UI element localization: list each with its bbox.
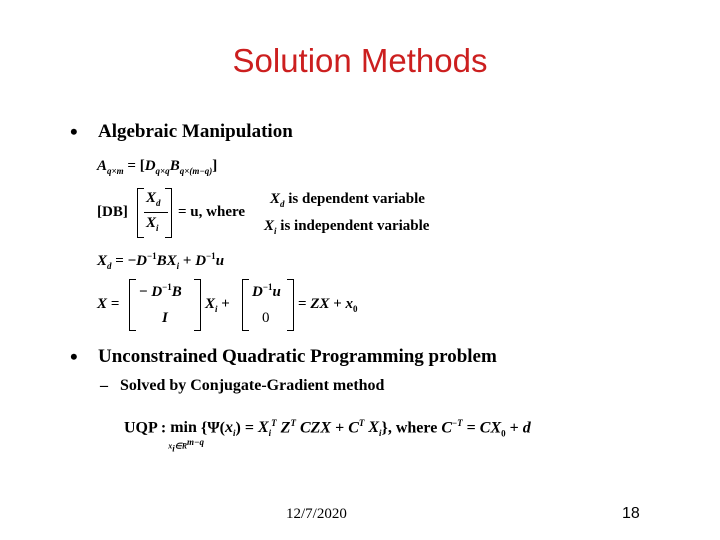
x-lhs: X = [97,296,120,312]
matrix-bracket-left [137,188,144,238]
equation-partition: $A_{q\times m} = [D_{q\times q}B_{q\times(m-q)}]$ [97,158,218,176]
constraint-xd: $X_d$ [146,190,161,208]
sub-bullet-dash: – [100,377,108,394]
matrix-bracket-right [287,279,294,331]
bullet-dot: • [70,119,78,144]
matrix-entry-identity: I [162,310,168,326]
bullet-dot: • [70,344,78,369]
matrix-entry: $D^{-1}u$ [252,282,281,300]
matrix-bracket-right [194,279,201,331]
bullet-algebraic-manipulation: • Algebraic Manipulation [70,119,293,144]
matrix-entry-zero: 0 [262,310,270,326]
bullet-uqp: • Unconstrained Quadratic Programming problem [70,344,497,369]
matrix-bracket-left [129,279,136,331]
page-number: 18 [622,505,640,522]
sub-bullet-conjugate-gradient: – Solved by Conjugate-Gradient method [100,377,385,394]
matrix-bracket-right [165,188,172,238]
constraint-xi: $X_i$ [146,215,159,233]
x-rhs: = ZX + $x_0$ [298,296,358,314]
independent-variable-note: $X_i$ is independent variable [264,218,430,236]
equation-uqp: UQP : min $x_i\in R^{m-q}$ {$\Psi(x_i) = X_i^T$ $Z^T$ CZX + $C^T$ $X_i$}, where $C^{-T} = CX_0 + d$ [124,418,531,454]
constraint-lhs: [DB] [97,204,128,220]
constraint-rhs: = u, where [178,204,246,220]
footer-date: 12/7/2020 [286,506,347,522]
x-xi: $X_i$ + [205,296,230,314]
equation-solve-xd: $X_d = -D^{-1}BX_i + D^{-1}u$ [97,251,225,271]
dependent-variable-note: $X_d$ is dependent variable [270,191,425,209]
matrix-bracket-left [242,279,249,331]
slide-title: Solution Methods [232,42,488,79]
matrix-entry: − $D^{-1}B$ [139,282,182,300]
